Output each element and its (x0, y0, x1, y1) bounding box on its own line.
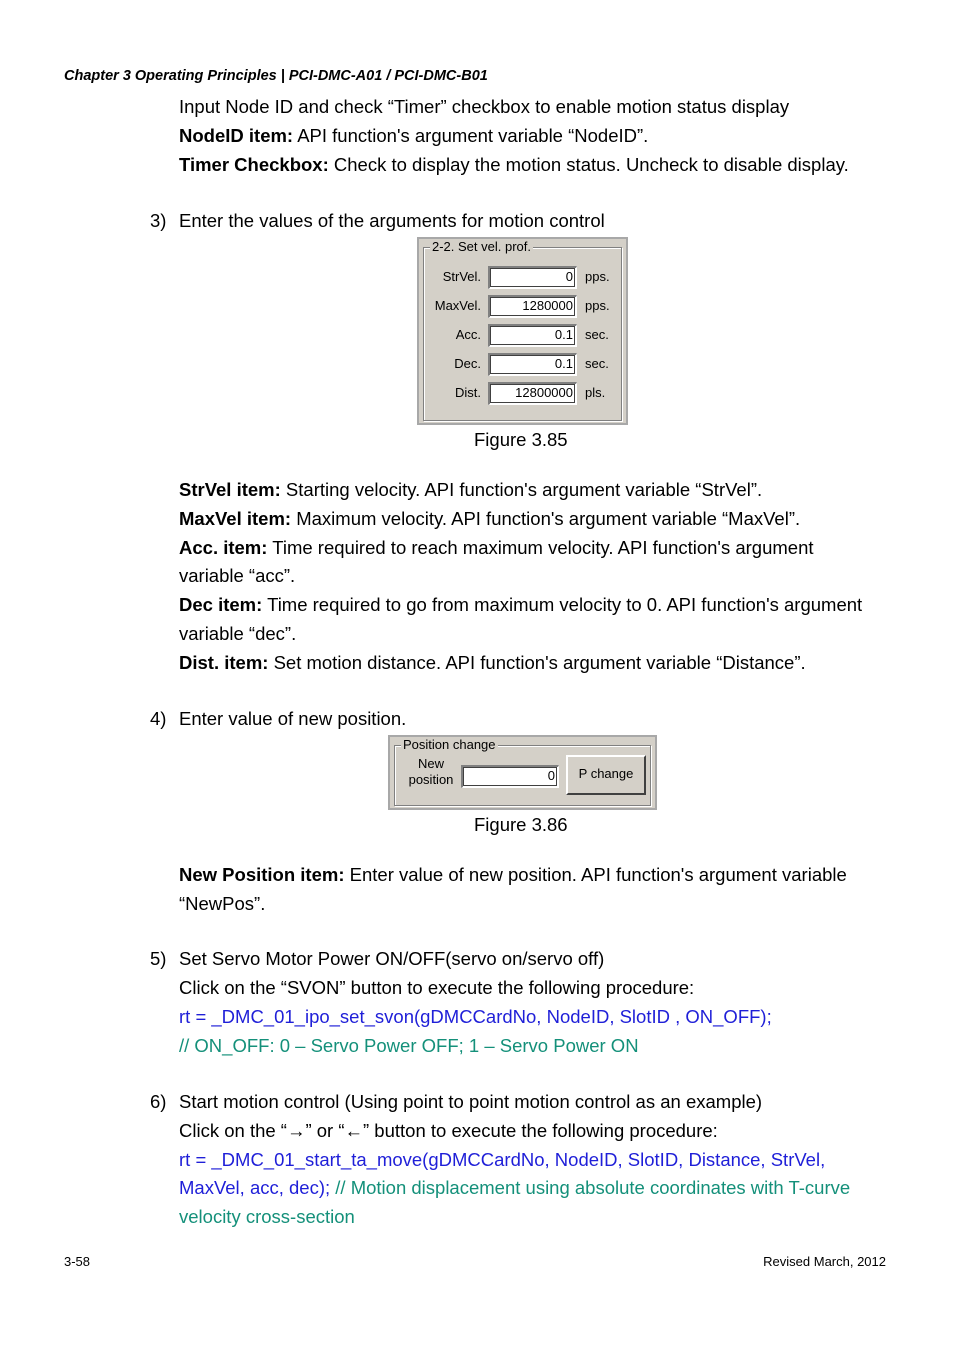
step6-click: Click on the “→” or “←” button to execute the following procedure: (179, 1120, 718, 1141)
dec-item-cont: variable “dec”. (179, 623, 297, 644)
strvel-label: StrVel. (442, 269, 481, 284)
step6-code-2-text: MaxVel, acc, dec); (179, 1177, 331, 1198)
revised-date: Revised March, 2012 (763, 1254, 886, 1269)
dist-unit: pls. (585, 385, 606, 400)
dec-item (179, 590, 862, 619)
maxvel-input[interactable]: 1280000 (488, 295, 577, 318)
position-change-title: Position change (403, 737, 496, 752)
strvel-item-label: StrVel item: (179, 479, 281, 500)
page-number: 3-58 (64, 1254, 91, 1269)
dist-label: Dist. (455, 385, 481, 400)
strvel-item-text: Starting velocity. API function's argument variable “StrVel”. (280, 479, 763, 500)
maxvel-item-label: MaxVel item: (179, 508, 292, 529)
maxvel-item (179, 504, 800, 533)
new-position-label-1: New (417, 756, 444, 771)
step5-comment: // ON_OFF: 0 – Servo Power OFF; 1 – Servo Power ON (179, 1035, 639, 1056)
dec-label: Dec. (454, 356, 481, 371)
acc-item-cont: variable “acc”. (179, 565, 296, 586)
maxvel-unit: pps. (585, 298, 610, 313)
step3-number: 3) (150, 210, 167, 231)
dec-unit: sec. (585, 356, 609, 371)
acc-item-label: Acc. item: (179, 537, 268, 558)
acc-unit: sec. (585, 327, 609, 342)
figure-caption-385: Figure 3.85 (474, 429, 568, 450)
step6-number: 6) (150, 1091, 167, 1112)
new-position-item-cont: “NewPos”. (179, 893, 266, 914)
step5-text: Set Servo Motor Power ON/OFF(servo on/servo off) (179, 948, 605, 969)
acc-item (179, 533, 814, 562)
step6-text: Start motion control (Using point to point motion control as an example) (179, 1091, 763, 1112)
maxvel-item-text: Maximum velocity. API function's argument variable “MaxVel”. (291, 508, 801, 529)
step6-comment-1: // Motion displacement using absolute coordinates with T-curve (330, 1177, 851, 1198)
timer-label: Timer Checkbox: (179, 154, 329, 175)
dist-item-label: Dist. item: (179, 652, 269, 673)
nodeid-item (179, 121, 648, 150)
dist-item-text: Set motion distance. API function's argument variable “Distance”. (268, 652, 806, 673)
position-change-figure (388, 735, 657, 810)
figure-caption-386: Figure 3.86 (474, 814, 568, 835)
step3-text: Enter the values of the arguments for motion control (179, 210, 605, 231)
nodeid-text: API function's argument variable “NodeID”. (293, 125, 649, 146)
new-position-item (179, 860, 847, 889)
acc-label: Acc. (455, 327, 481, 342)
step6-code-1: rt = _DMC_01_start_ta_move(gDMCCardNo, NodeID, SlotID, Distance, StrVel, (179, 1149, 826, 1170)
dec-item-label: Dec item: (179, 594, 263, 615)
step6-comment-2: velocity cross-section (179, 1206, 355, 1227)
timer-text: Check to display the motion status. Uncheck to disable display. (328, 154, 849, 175)
new-position-item-label: New Position item: (179, 864, 345, 885)
strvel-item (179, 475, 762, 504)
step5-click: Click on the “SVON” button to execute the following procedure: (179, 977, 695, 998)
acc-input[interactable]: 0.1 (488, 324, 577, 347)
strvel-unit: pps. (585, 269, 610, 284)
dec-input[interactable]: 0.1 (488, 353, 577, 376)
dist-item (179, 648, 806, 677)
acc-item-text: Time required to reach maximum velocity. API function's argument (267, 537, 814, 558)
p-change-button[interactable]: P change (566, 755, 646, 795)
dist-input[interactable]: 12800000 (488, 382, 577, 405)
vel-profile-title: 2-2. Set vel. prof. (432, 239, 531, 254)
step4-number: 4) (150, 708, 167, 729)
step5-number: 5) (150, 948, 167, 969)
maxvel-label: MaxVel. (434, 298, 481, 313)
new-position-label-2: position (408, 772, 454, 787)
step5-code: rt = _DMC_01_ipo_set_svon(gDMCCardNo, NodeID, SlotID , ON_OFF); (179, 1006, 772, 1027)
nodeid-label: NodeID item: (179, 125, 294, 146)
strvel-input[interactable]: 0 (488, 266, 577, 289)
step4-text: Enter value of new position. (179, 708, 407, 729)
intro-line: Input Node ID and check “Timer” checkbox to enable motion status display (179, 96, 790, 117)
vel-profile-figure (417, 237, 628, 425)
step6-code-2 (179, 1173, 850, 1202)
dec-item-text: Time required to go from maximum velocity to 0. API function's argument (262, 594, 863, 615)
new-position-item-text: Enter value of new position. API function's argument variable (344, 864, 847, 885)
running-header: Chapter 3 Operating Principles | PCI-DMC-A01 / PCI-DMC-B01 (64, 68, 488, 84)
new-position-input[interactable]: 0 (461, 765, 559, 788)
timer-item (179, 150, 849, 179)
